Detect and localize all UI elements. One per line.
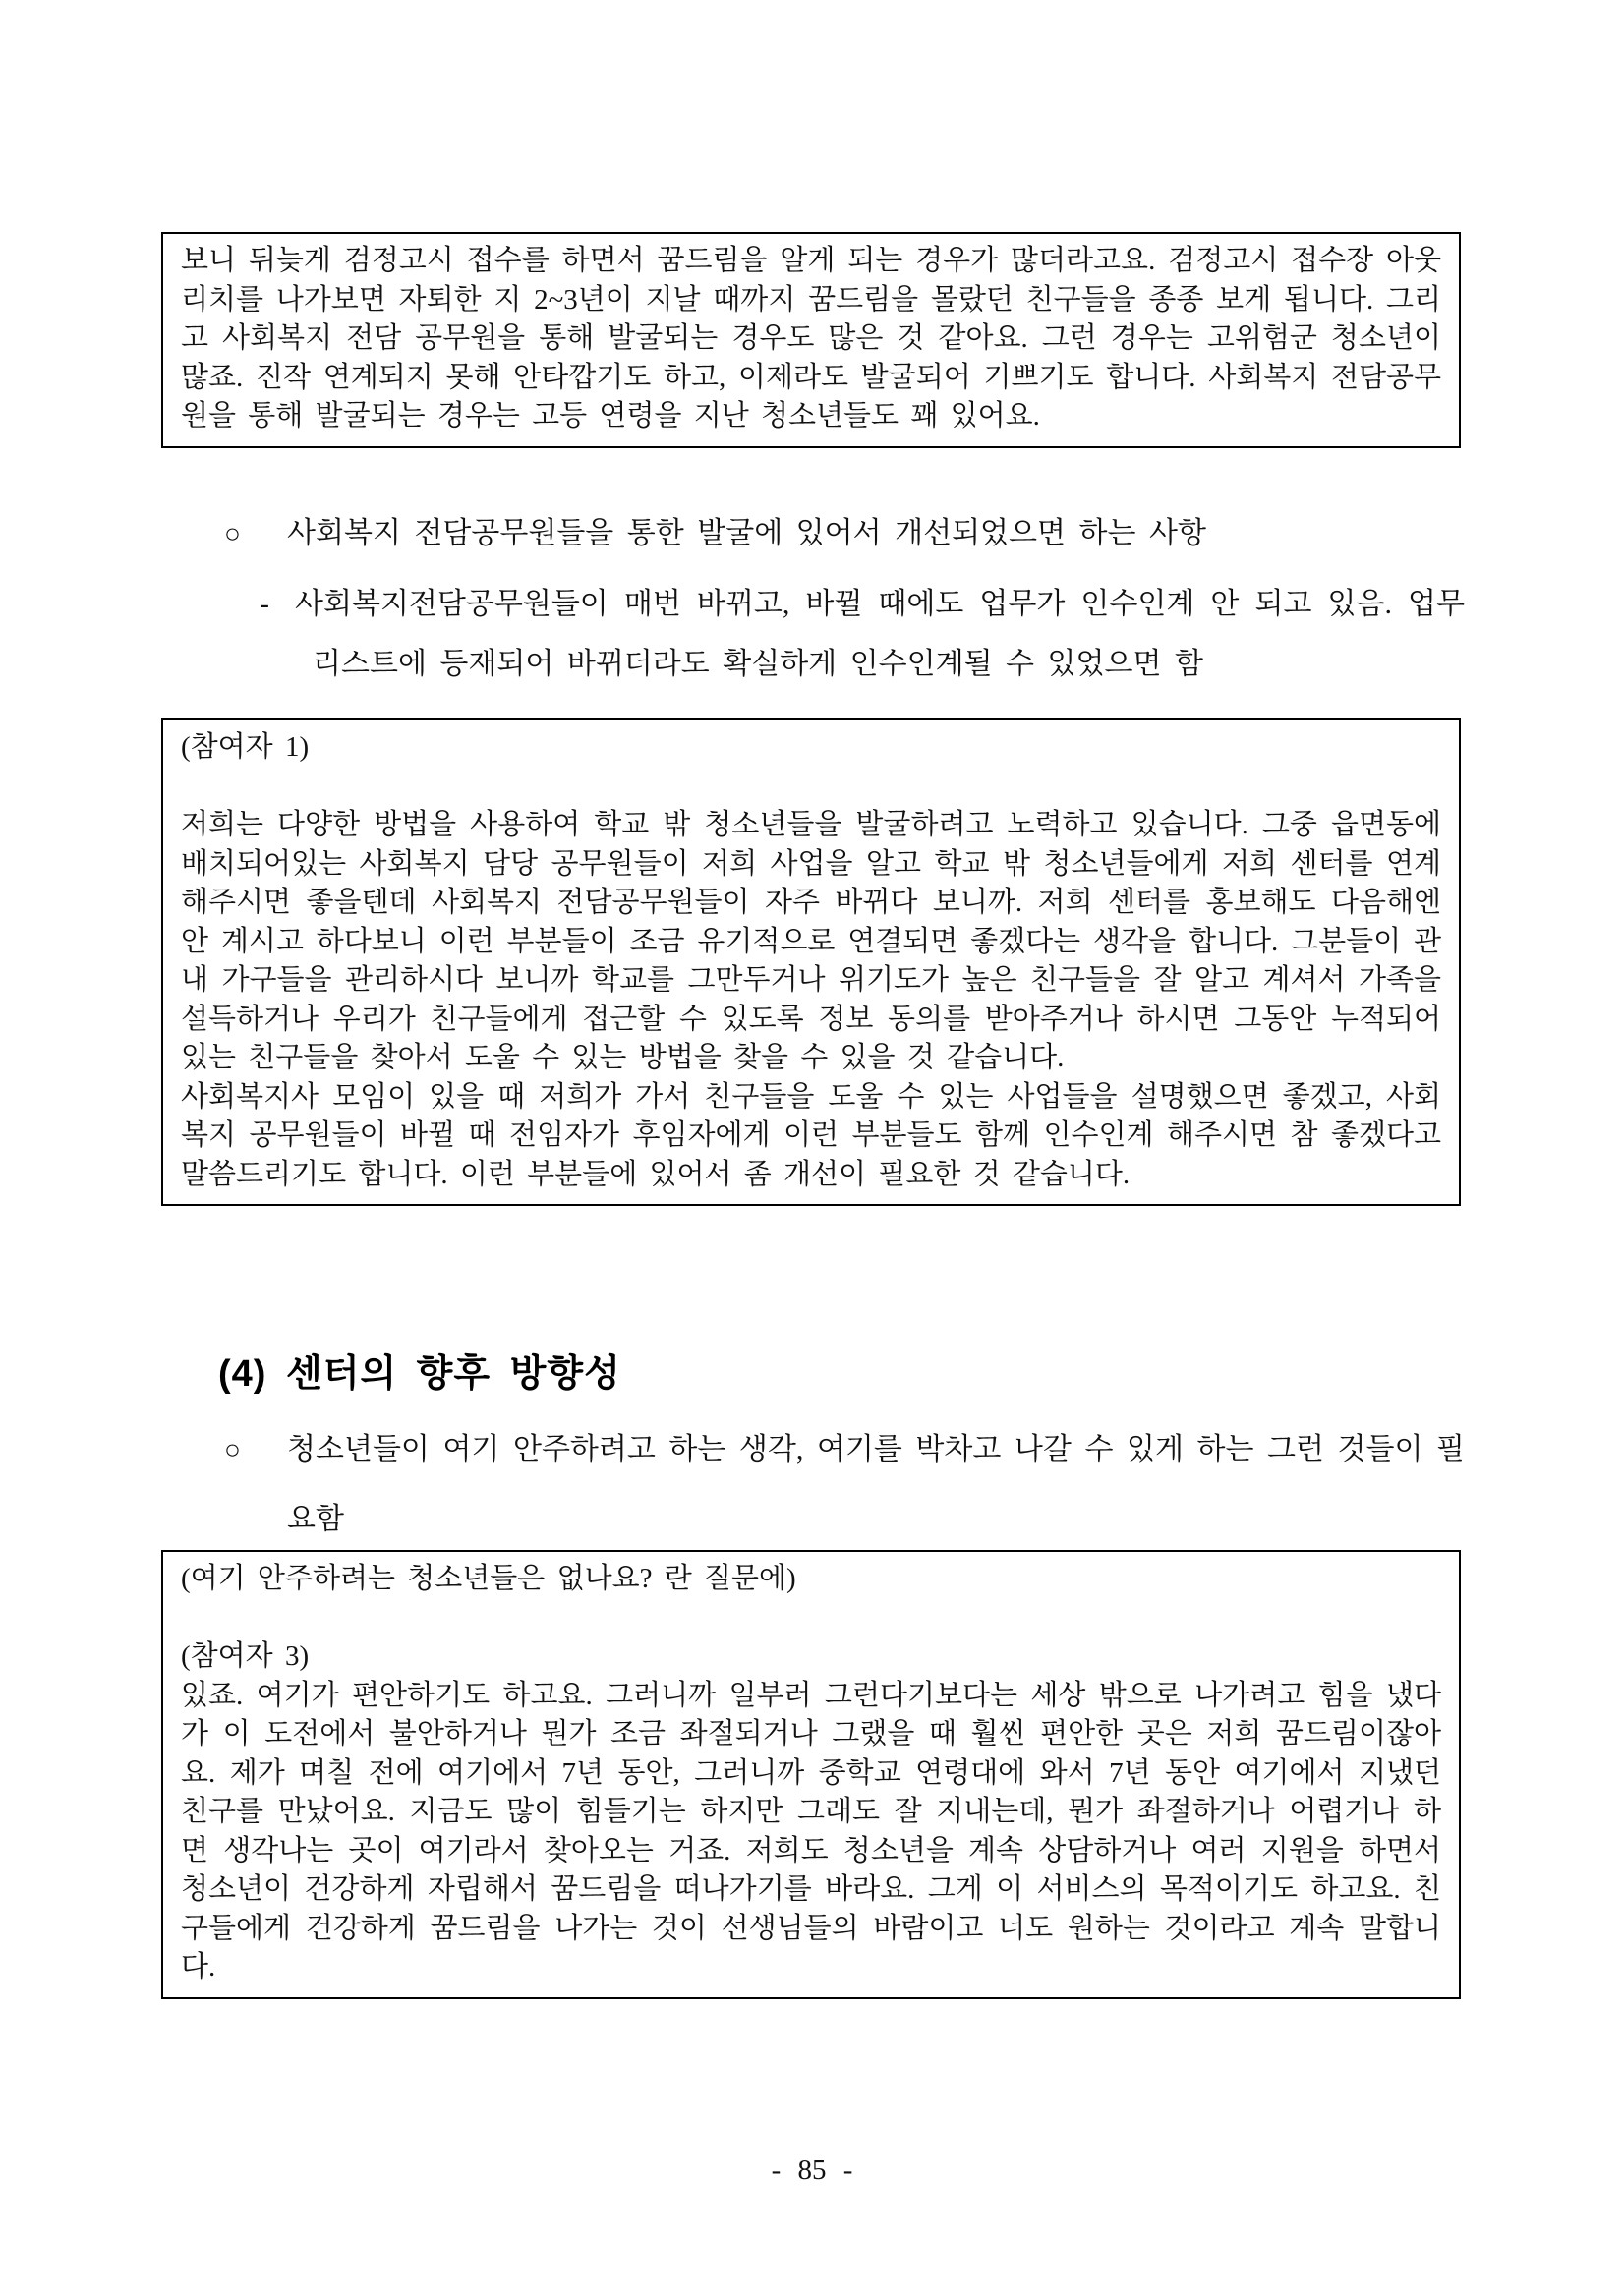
quote-box-participant-3 [161,1550,1461,1999]
speaker-label: (참여자 3) [181,1640,310,1672]
discussion-point-2 [224,1415,1465,1554]
quote-box-participant-1 [161,718,1461,1206]
quote-paragraph: 있죠. 여기가 편안하기도 하고요. 그러니까 일부러 그런다기보다는 세상 밖으로 나가려고 힘을 냈다가 이 도전에서 불안하거나 뭔가 조금 좌절되거나 그랬을 때 훨씬 편안한 곳은 저희 꿈드림이잖아요. 제가 며칠 전에 여기에서 7년 동안, 그러니까 중학교 연령대에 와서 7년 동안 여기에서 지냈던 친구를 만났어요. 지금도 많이 힘들기는 하지만 그래도 잘 지내는데, 뭔가 좌절하거나 어렵거나 하면 생각나는 곳이 여기라서 찾아오는 거죠. 저희도 청소년을 계속 상담하거나 여러 지원을 하면서 청소년이 건강하게 자립해서 꿈드림을 떠나가기를 바라요. 그게 이 서비스의 목적이기도 하고요. 친구들에게 건강하게 꿈드림을 나가는 것이 선생님들의 바람이고 너도 원하는 것이라고 계속 말합니다. [181,1679,1441,1982]
quote-paragraph: 보니 뒤늦게 검정고시 접수를 하면서 꿈드림을 알게 되는 경우가 많더라고요. 검정고시 접수장 아웃리치를 나가보면 자퇴한 지 2~3년이 지날 때까지 꿈드림을 몰랐던 친구들을 종종 보게 됩니다. 그리고 사회복지 전담 공무원을 통해 발굴되는 경우도 많은 것 같아요. 그런 경우는 고위험군 청소년이 많죠. 진작 연계되지 못해 안타깝기도 하고, 이제라도 발굴되어 기쁘기도 합니다. 사회복지 전담공무원을 통해 발굴되는 경우는 고등 연령을 지난 청소년들도 꽤 있어요. [181,245,1441,431]
dash-bullet-icon: - [260,588,269,620]
bullet-item [224,510,1465,558]
circle-bullet-icon: ○ [224,519,241,549]
blank-line [181,768,1441,807]
sub-bullet-item [224,574,1465,694]
sub-bullet-text: 사회복지전담공무원들이 매번 바뀌고, 바뀔 때에도 업무가 인수인계 안 되고 있음. 업무 리스트에 등재되어 바뀌더라도 확실하게 인수인계될 수 있었으면 함 [295,588,1465,680]
bullet-text: 사회복지 전담공무원들을 통한 발굴에 있어서 개선되었으면 하는 사항 [287,517,1206,549]
bullet-item [224,1415,1465,1554]
quote-paragraph: 사회복지사 모임이 있을 때 저희가 가서 친구들을 도울 수 있는 사업들을 설명했으면 좋겠고, 사회복지 공무원들이 바뀔 때 전임자가 후임자에게 이런 부분들도 함께 인수인계 해주시면 참 좋겠다고 말씀드리기도 합니다. 이런 부분들에 있어서 좀 개선이 필요한 것 같습니다. [181,1080,1441,1190]
circle-bullet-icon: ○ [224,1435,241,1465]
blank-line [181,1599,1441,1638]
question-note: (여기 안주하려는 청소년들은 없나요? 란 질문에) [181,1563,796,1594]
discussion-point-1 [224,510,1465,723]
bullet-text: 청소년들이 여기 안주하려고 하는 생각, 여기를 박차고 나갈 수 있게 하는 그런 것들이 필요함 [287,1433,1465,1535]
speaker-label: (참여자 1) [181,731,310,763]
page-number: - 85 - [771,2154,853,2186]
section-heading: (4) 센터의 향후 방향성 [218,1353,621,1395]
quote-box-interview-excerpt-1 [161,232,1461,448]
quote-paragraph: 저희는 다양한 방법을 사용하여 학교 밖 청소년들을 발굴하려고 노력하고 있습니다. 그중 읍면동에 배치되어있는 사회복지 담당 공무원들이 저희 사업을 알고 학교 밖 청소년들에게 저희 센터를 연계해주시면 좋을텐데 사회복지 전담공무원들이 자주 바뀌다 보니까. 저희 센터를 홍보해도 다음해엔 안 계시고 하다보니 이런 부분들이 조금 유기적으로 연결되면 좋겠다는 생각을 합니다. 그분들이 관내 가구들을 관리하시다 보니까 학교를 그만두거나 위기도가 높은 친구들을 잘 알고 계셔서 가족을 설득하거나 우리가 친구들에게 접근할 수 있도록 정보 동의를 받아주거나 하시면 그동안 누적되어 있는 친구들을 찾아서 도울 수 있는 방법을 찾을 수 있을 것 같습니다. [181,809,1441,1073]
